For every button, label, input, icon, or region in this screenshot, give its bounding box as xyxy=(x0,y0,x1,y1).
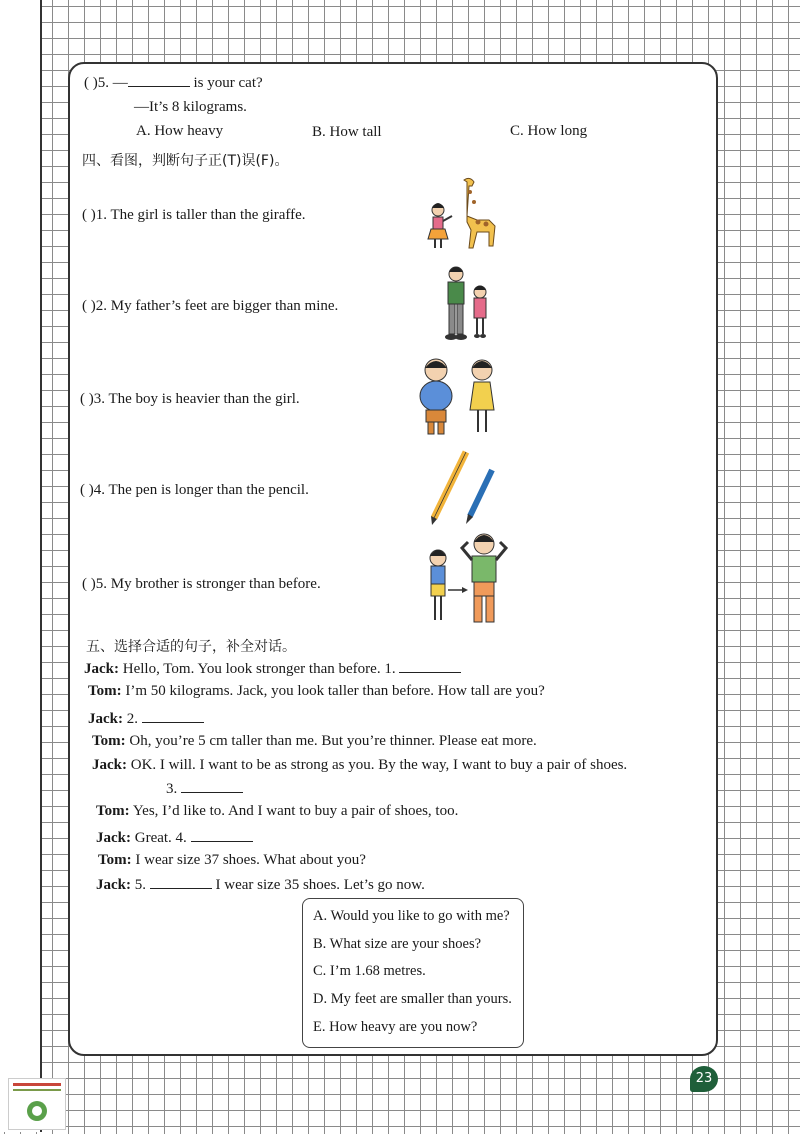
answer-options-box xyxy=(302,898,524,1048)
s4-item-5-paren[interactable]: ( ) xyxy=(82,576,96,592)
pencil-and-pen-image xyxy=(426,446,498,526)
option-a: A. Would you like to go with me? xyxy=(313,908,510,924)
q5-stem: ( )5. — is your cat? xyxy=(84,75,263,91)
q5-option-c: C. How long xyxy=(510,123,588,139)
publisher-logo xyxy=(8,1078,66,1130)
dialogue-line-4: Tom: Oh, you’re 5 cm taller than me. But you’re thinner. Please eat more. xyxy=(92,733,537,749)
dialogue-line-9: Tom: I wear size 37 shoes. What about you? xyxy=(98,852,366,868)
option-c: C. I’m 1.68 metres. xyxy=(313,963,426,979)
page-number: 23 xyxy=(690,1066,718,1092)
section4-heading: 四、看图，判断句子正(T)误(F)。 xyxy=(82,153,289,169)
section5-heading: 五、选择合适的句子，补全对话。 xyxy=(86,639,296,655)
dialogue-line-5: Jack: OK. I will. I want to be as strong as you. By the way, I want to buy a pair of shoes. xyxy=(92,757,628,773)
s4-item-2: ( )2. My father’s feet are bigger than mine. xyxy=(82,298,339,314)
boy-and-girl-image xyxy=(414,356,502,438)
father-and-daughter-image xyxy=(436,262,496,346)
option-d: D. My feet are smaller than yours. xyxy=(313,991,512,1007)
dialogue-line-6: 3. xyxy=(166,780,243,798)
page-left-edge xyxy=(0,0,42,1132)
girl-and-giraffe-image xyxy=(418,172,502,252)
dialogue-blank-3[interactable] xyxy=(181,780,243,793)
dialogue-blank-4[interactable] xyxy=(191,829,253,842)
dialogue-line-3: Jack: 2. xyxy=(88,710,204,728)
dialogue-line-10: Jack: 5. I wear size 35 shoes. Let’s go now. xyxy=(96,877,425,893)
s4-item-1-paren[interactable]: ( ) xyxy=(82,207,96,223)
q5-option-b: B. How tall xyxy=(312,124,382,140)
s4-item-4-paren[interactable]: ( ) xyxy=(80,482,94,498)
option-b: B. What size are your shoes? xyxy=(313,936,482,952)
dialogue-line-1: Jack: Hello, Tom. You look stronger than before. 1. xyxy=(84,660,461,678)
s4-item-1: ( )1. The girl is taller than the giraffe. xyxy=(82,207,306,223)
dialogue-blank-2[interactable] xyxy=(142,710,204,723)
dialogue-line-7: Tom: Yes, I’d like to. And I want to buy a pair of shoes, too. xyxy=(96,803,459,819)
dialogue-line-8: Jack: Great. 4. xyxy=(96,829,253,847)
q5-answer: —It’s 8 kilograms. xyxy=(134,99,247,115)
dialogue-blank-5[interactable] xyxy=(150,876,212,889)
dialogue-line-2: Tom: I’m 50 kilograms. Jack, you look taller than before. How tall are you? xyxy=(88,683,545,699)
boy-grows-stronger-image xyxy=(418,532,508,628)
s4-item-4: ( )4. The pen is longer than the pencil. xyxy=(80,482,309,498)
q5-option-a: A. How heavy xyxy=(136,123,224,139)
s4-item-3: ( )3. The boy is heavier than the girl. xyxy=(80,391,300,407)
s4-item-2-paren[interactable]: ( ) xyxy=(82,298,96,314)
q5-answer-paren[interactable]: ( ) xyxy=(84,75,98,91)
option-e: E. How heavy are you now? xyxy=(313,1019,478,1035)
s4-item-5: ( )5. My brother is stronger than before. xyxy=(82,576,321,592)
q5-blank[interactable] xyxy=(128,74,190,87)
s4-item-3-paren[interactable]: ( ) xyxy=(80,391,94,407)
dialogue-blank-1[interactable] xyxy=(399,660,461,673)
